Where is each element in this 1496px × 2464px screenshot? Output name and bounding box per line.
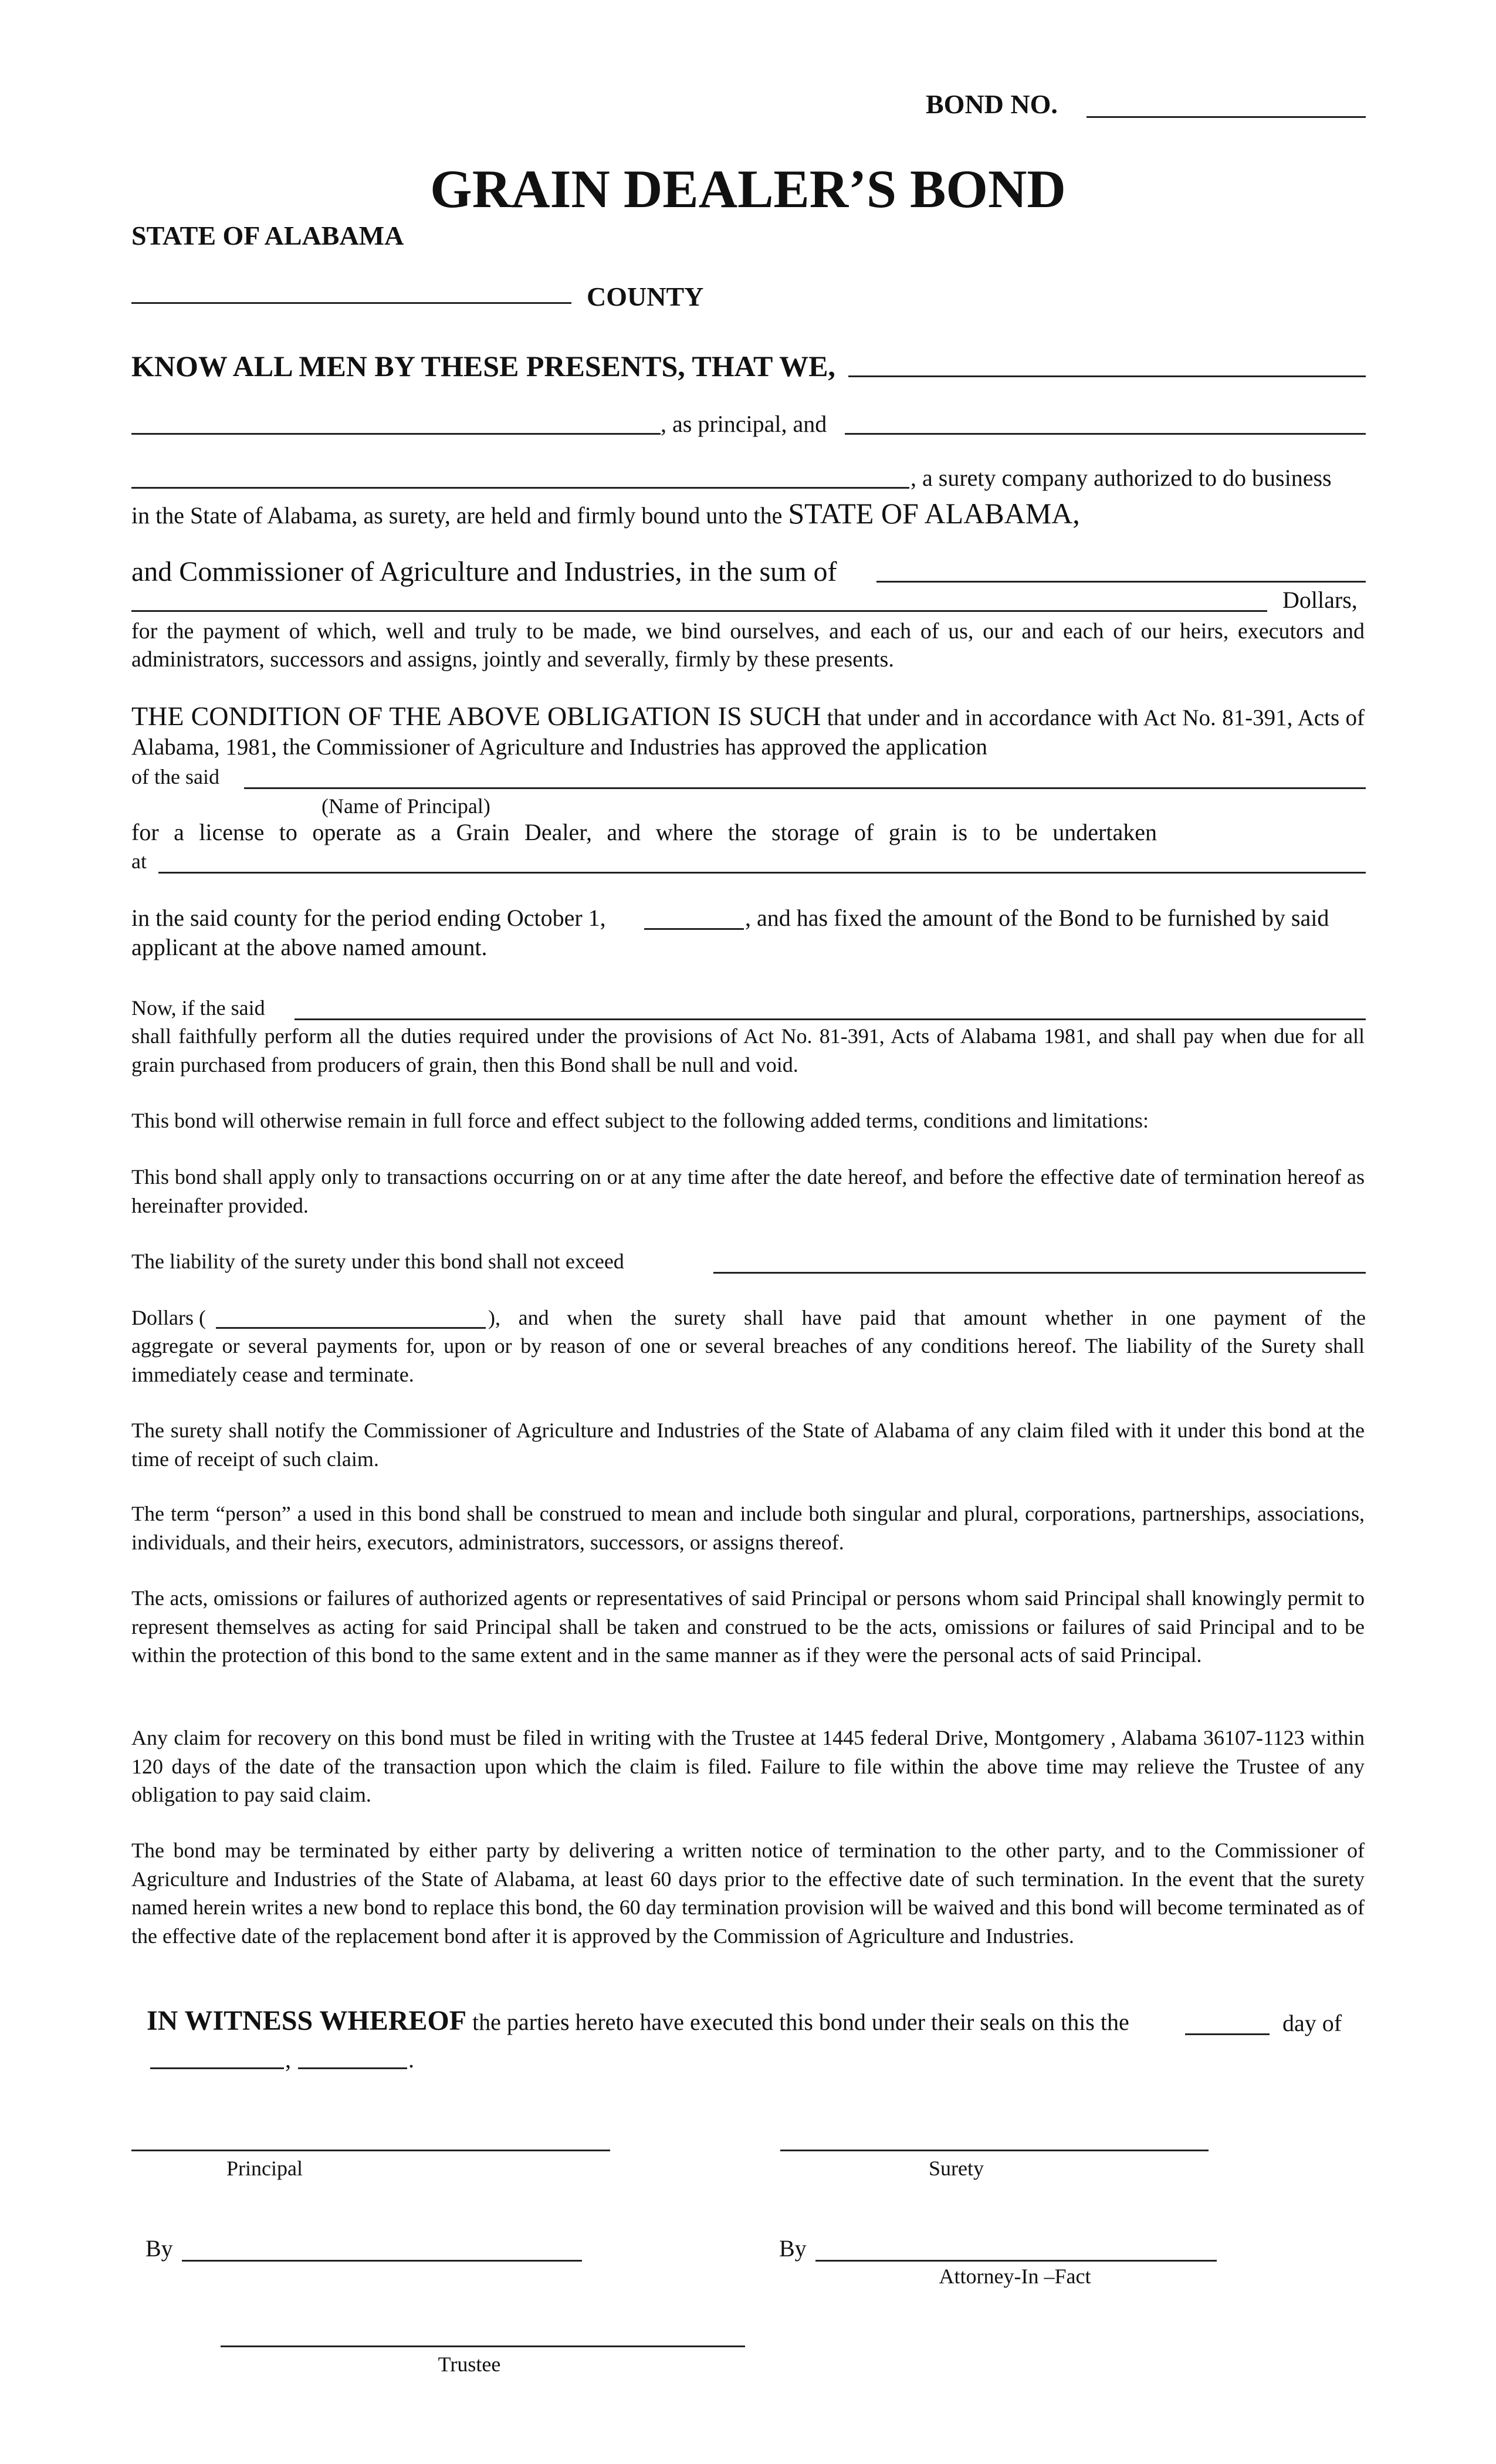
of-the-said-label: of the said (131, 765, 219, 788)
person-paragraph: The term “person” a used in this bond shall be construed to mean and include both singular and plural, corporations, partnerships, associations, individuals, and their heirs, executors, administrators, successors, or assigns thereof. (131, 1502, 1365, 1554)
county-field[interactable] (131, 302, 571, 304)
aggregate-paragraph: aggregate or several payments for, upon or by reason of one or several breaches of any conditions hereof. The liability of the Surety shall immediately cease and terminate. (131, 1334, 1365, 1386)
surety-label: Surety (929, 2157, 984, 2180)
liability-amount-field[interactable] (713, 1272, 1366, 1274)
surety-company-field[interactable] (131, 487, 909, 489)
witness-body: the parties hereto have executed this bond under their seals on this the (472, 2009, 1129, 2035)
dollars-rest-text: ), and when the surety shall have paid that amount whether in one payment of the (488, 1306, 1366, 1329)
attorney-in-fact-label: Attorney-In –Fact (939, 2265, 1091, 2288)
period-text-after: , and has fixed the amount of the Bond to be furnished by said (745, 905, 1329, 931)
principal-by-label: By (145, 2235, 173, 2262)
surety-signature-field[interactable] (780, 2150, 1209, 2151)
witness-month-field[interactable] (150, 2067, 284, 2069)
storage-location-field[interactable] (158, 872, 1366, 874)
liability-text: The liability of the surety under this bond shall not exceed (131, 1250, 624, 1273)
license-text: for a license to operate as a Grain Dealer, and where the storage of grain is to be undertaken (131, 819, 1157, 845)
witness-text (147, 2006, 1129, 2037)
payment-paragraph: for the payment of which, well and truly to be made, we bind ourselves, and each of us, our and each of our heirs, executors and administrators, successors and assigns, jointly and severally, firmly by these presents. (131, 619, 1365, 672)
witness-period: . (408, 2046, 414, 2073)
surety-by-field[interactable] (815, 2260, 1217, 2262)
period-text-line2: applicant at the above named amount. (131, 934, 488, 960)
witness-heading: IN WITNESS WHEREOF (147, 2005, 467, 2036)
claim-paragraph: Any claim for recovery on this bond must be filed in writing with the Trustee at 1445 federal Drive, Montgomery , Alabama 36107-1123 within 120 days of the date of the transaction upon which the claim is filed. Failure to file within the above time may relieve the Trustee of any obligation to pay said claim. (131, 1726, 1365, 1806)
acts-paragraph: The acts, omissions or failures of authorized agents or representatives of said Principal or persons whom said Principal shall knowingly permit to represent themselves as acting for said Principal shall be taken and construed to be the acts, omissions or failures of said Principal and to be within the protection of this bond to the same extent and in the same manner as if they were the personal acts of said Principal. (131, 1586, 1365, 1667)
condition-text: that under and in accordance with Act No. 81-391, Acts of Alabama, 1981, the Commissioner of Agriculture and Industries has approved the application (131, 705, 1365, 760)
principal-label: Principal (226, 2157, 303, 2180)
as-principal-text: , as principal, and (661, 411, 827, 437)
trustee-label: Trustee (438, 2353, 501, 2376)
principal-name-field-2[interactable] (131, 433, 661, 435)
sum-words-field[interactable] (131, 610, 1267, 612)
witness-comma: , (285, 2046, 291, 2073)
held-bound-label: in the State of Alabama, as surety, are held and firmly bound unto the (131, 502, 783, 529)
condition-heading: THE CONDITION OF THE ABOVE OBLIGATION IS SUCH (131, 701, 821, 731)
trustee-signature-field[interactable] (221, 2345, 745, 2347)
surety-name-field[interactable] (845, 433, 1366, 435)
period-year-field[interactable] (644, 928, 744, 930)
perform-paragraph: shall faithfully perform all the duties required under the provisions of Act No. 81-391, Acts of Alabama 1981, and shall pay when due for all grain purchased from producers of grain, then this Bond shall be null and void. (131, 1024, 1365, 1077)
held-bound-text (131, 499, 1080, 530)
know-all-men-text: KNOW ALL MEN BY THESE PRESENTS, THAT WE, (131, 350, 835, 383)
bond-no-field[interactable] (1087, 116, 1366, 118)
witness-year-field[interactable] (298, 2067, 407, 2069)
principal-perform-field[interactable] (295, 1018, 1366, 1020)
notify-paragraph: The surety shall notify the Commissioner of Agriculture and Industries of the State of Alabama of any claim filed with it under this bond at the time of receipt of such claim. (131, 1419, 1365, 1471)
sum-field[interactable] (876, 581, 1366, 583)
now-if-label: Now, if the said (131, 996, 265, 1020)
apply-paragraph: This bond shall apply only to transactions occurring on or at any time after the date hereof, and before the effective date of termination hereof as hereinafter provided. (131, 1165, 1365, 1217)
applicant-name-field[interactable] (244, 787, 1366, 789)
county-label: COUNTY (587, 282, 704, 312)
day-of-text: day of (1282, 2010, 1342, 2036)
at-label: at (131, 849, 147, 873)
name-of-principal-label: (Name of Principal) (321, 794, 490, 818)
bond-no-label: BOND NO. (926, 89, 1058, 119)
surety-company-text: , a surety company authorized to do business (911, 465, 1332, 491)
remain-paragraph: This bond will otherwise remain in full force and effect subject to the following added terms, conditions and limitations: (131, 1109, 1149, 1132)
principal-by-field[interactable] (182, 2260, 582, 2262)
principal-signature-field[interactable] (131, 2150, 610, 2151)
witness-day-field[interactable] (1185, 2033, 1270, 2035)
page-title: GRAIN DEALER’S BOND (430, 159, 1066, 219)
period-text-before: in the said county for the period ending October 1, (131, 905, 606, 931)
liability-dollars-field[interactable] (216, 1327, 486, 1329)
principal-name-field[interactable] (848, 375, 1366, 377)
surety-by-label: By (779, 2235, 807, 2262)
condition-paragraph (131, 702, 1365, 762)
dollars-open-text: Dollars ( (131, 1306, 206, 1329)
state-label: STATE OF ALABAMA (131, 221, 404, 251)
dollars-text: Dollars, (1282, 587, 1358, 613)
commissioner-sum-text: and Commissioner of Agriculture and Industries, in the sum of (131, 556, 837, 587)
state-of-alabama-text: STATE OF ALABAMA, (788, 497, 1080, 530)
terminate-paragraph: The bond may be terminated by either party by delivering a written notice of termination to the other party, and to the Commissioner of Agriculture and Industries of the State of Alabama, at least 60 days prior to the effective date of such termination. In the event that the surety named herein writes a new bond to replace this bond, the 60 day termination provision will be waived and this bond will become terminated as of the effective date of the replacement bond after it is approved by the Commission of Agriculture and Industries. (131, 1839, 1365, 1948)
